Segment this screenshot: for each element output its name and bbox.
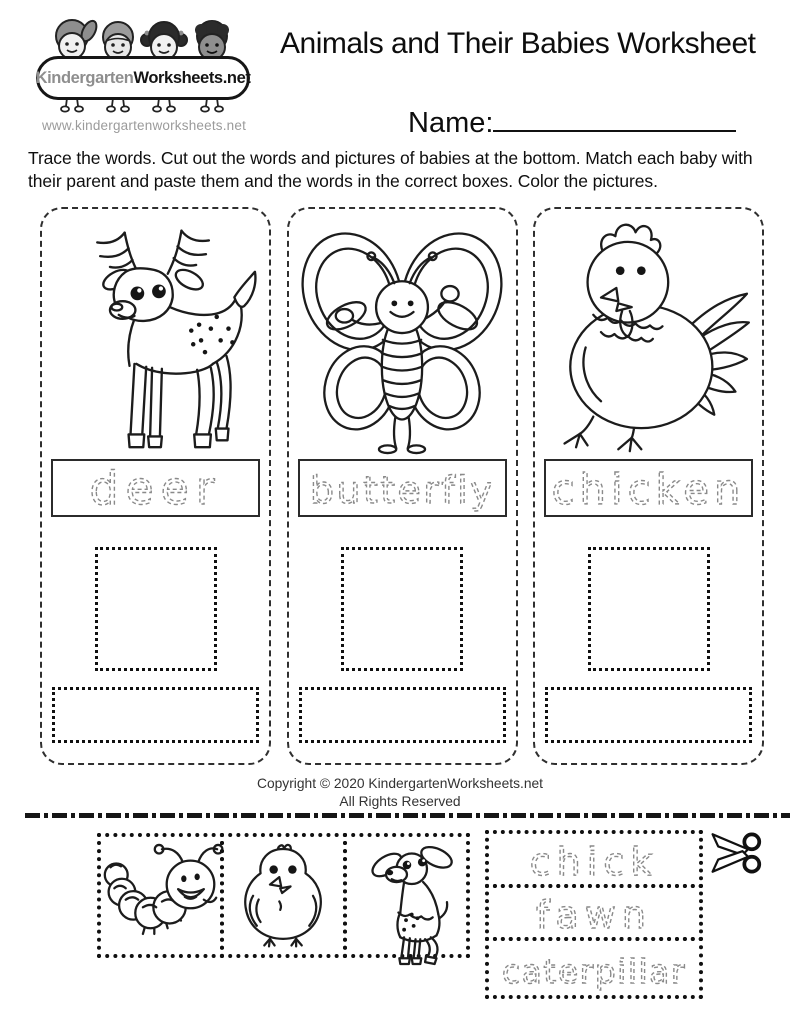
caterpillar-illustration	[101, 837, 220, 949]
rights-line: All Rights Reserved	[339, 793, 461, 809]
cut-here-dashed-line	[25, 813, 790, 818]
trace-word-box-chicken	[544, 459, 753, 517]
instructions-text: Trace the words. Cut out the words and pictures of babies at the bottom. Match each baby with their parent and paste them and the words in the correct boxes. Color the pictures.	[28, 148, 753, 192]
trace-word-fawn: fawn	[536, 893, 652, 937]
logo-wordmark	[36, 56, 250, 100]
trace-word-deer: deer	[89, 461, 222, 515]
trace-word-box-butterfly	[298, 459, 507, 517]
chicken-illustration	[535, 213, 762, 457]
baby-word-cutouts	[485, 830, 703, 999]
name-write-line	[493, 104, 736, 132]
trace-word-box-deer	[51, 459, 260, 517]
cutout-picture-fawn	[343, 833, 470, 958]
name-row	[408, 104, 736, 140]
paste-box-baby-picture-chicken	[588, 547, 710, 671]
paste-box-baby-picture-deer	[95, 547, 217, 671]
cutout-picture-caterpillar	[97, 833, 224, 958]
page-title: Animals and Their Babies Worksheet	[280, 27, 756, 60]
logo-kids-feet	[36, 98, 250, 116]
cutout-word-chick	[485, 830, 703, 888]
column-butterfly	[287, 207, 518, 765]
logo-text-gray: Kindergarten	[35, 68, 134, 87]
copyright-line: Copyright © 2020 KindergartenWorksheets.net	[256, 776, 543, 791]
parent-columns	[40, 207, 764, 765]
fawn-illustration	[347, 839, 466, 969]
cutout-picture-chick	[220, 833, 347, 958]
trace-word-chick: chick	[529, 840, 659, 884]
trace-word-butterfly: butterfly	[309, 467, 495, 512]
cutout-word-fawn	[485, 884, 703, 941]
column-chicken	[533, 207, 764, 765]
cutout-word-caterpillar	[485, 937, 703, 999]
paste-box-baby-word-chicken	[545, 687, 752, 743]
paste-box-baby-word-deer	[52, 687, 259, 743]
chick-illustration	[225, 837, 342, 949]
trace-word-caterpillar: caterpillar	[502, 952, 686, 991]
copyright	[0, 775, 800, 810]
butterfly-illustration	[289, 213, 516, 457]
paste-box-baby-picture-butterfly	[341, 547, 463, 671]
trace-word-chicken: chicken	[551, 464, 746, 514]
paste-box-baby-word-butterfly	[299, 687, 506, 743]
column-deer	[40, 207, 271, 765]
name-label: Name:	[408, 107, 494, 139]
deer-illustration	[42, 213, 269, 457]
scissors-icon	[707, 831, 763, 875]
logo-text-black: Worksheets.net	[133, 68, 251, 87]
kindergartenworksheets-logo	[36, 6, 250, 136]
baby-picture-cutouts	[97, 833, 470, 958]
website-url: www.kindergartenworksheets.net	[41, 118, 247, 133]
